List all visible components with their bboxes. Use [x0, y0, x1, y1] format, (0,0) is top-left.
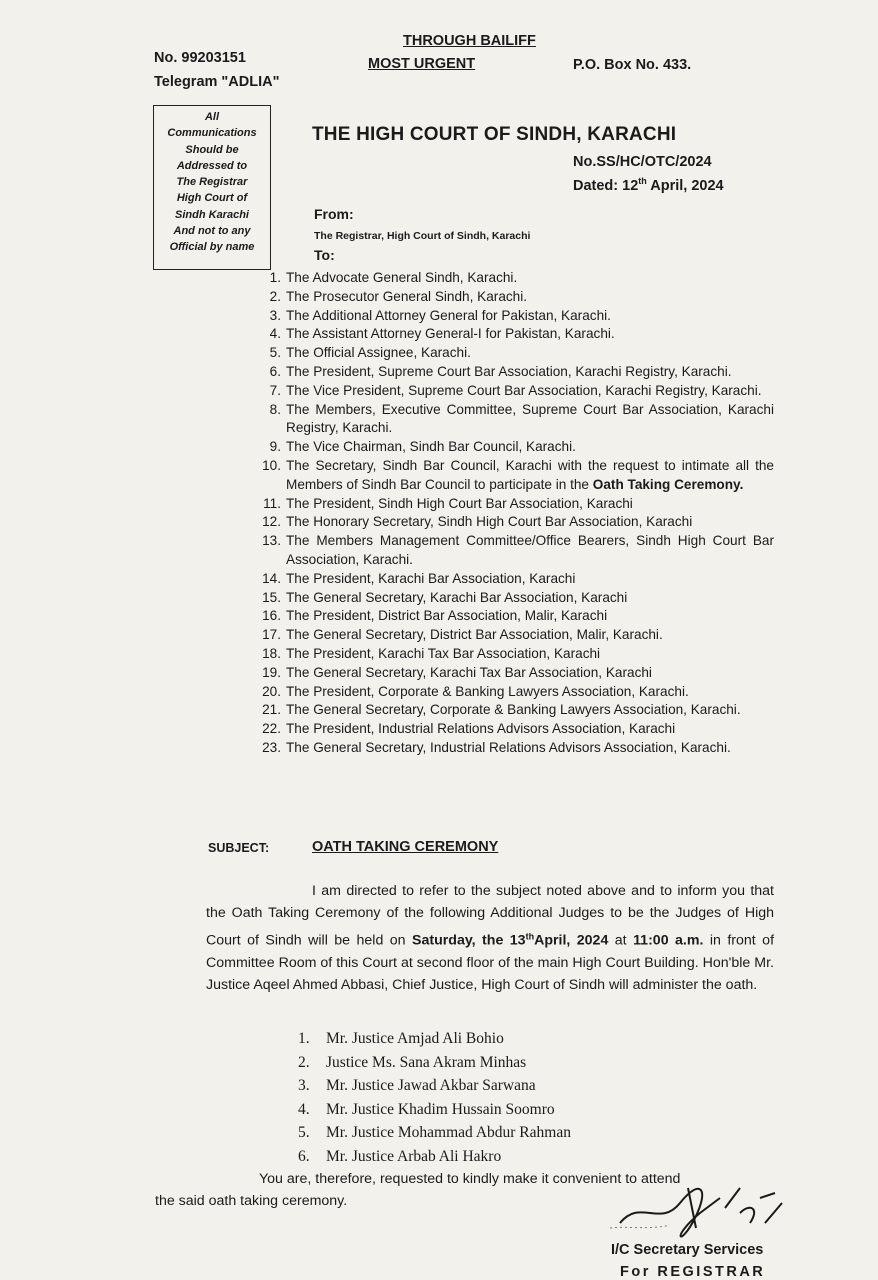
- communications-notice-box: [153, 105, 271, 270]
- list-item: 20. The President, Corporate & Banking Lawyers Association, Karachi.: [262, 683, 689, 699]
- signatory-title: I/C Secretary Services: [611, 1242, 764, 1258]
- list-item: 2. The Prosecutor General Sindh, Karachi.: [269, 288, 528, 304]
- urgency-label: MOST URGENT: [368, 56, 476, 72]
- list-item: 6. The President, Supreme Court Bar Association, Karachi Registry, Karachi.: [269, 363, 732, 379]
- subject-text: OATH TAKING CEREMONY: [312, 839, 499, 855]
- delivery-mode: THROUGH BAILIFF: [403, 33, 536, 49]
- list-item: 10. The Secretary, Sindh Bar Council, Karachi with the request to intimate all the Members of Sindh Bar Council to participate in the Oath Taking Ceremony.: [262, 457, 774, 492]
- po-box: P.O. Box No. 433.: [573, 57, 692, 73]
- sender: The Registrar, High Court of Sindh, Karachi: [314, 230, 531, 242]
- list-item: 4. Mr. Justice Khadim Hussain Soomro: [298, 1100, 555, 1118]
- notice-line: Should be: [185, 143, 239, 156]
- to-label: To:: [314, 247, 335, 263]
- list-item: 6. Mr. Justice Arbab Ali Hakro: [298, 1147, 502, 1165]
- phone-number: No. 99203151: [154, 50, 246, 66]
- from-label: From:: [314, 206, 354, 222]
- notice-line: And not to any: [173, 225, 251, 238]
- judges-list: [298, 1027, 571, 1169]
- notice-line: Communications: [167, 127, 257, 140]
- list-item: 9. The Vice Chairman, Sindh Bar Council, Karachi.: [269, 439, 576, 455]
- closing-paragraph: You are, therefore, requested to kindly make it convenient to attend the said oath taking ceremony.: [155, 1171, 681, 1209]
- list-item: 3. The Additional Attorney General for Pakistan, Karachi.: [269, 307, 611, 323]
- list-item: 5. Mr. Justice Mohammad Abdur Rahman: [298, 1124, 571, 1142]
- list-item: 23. The General Secretary, Industrial Relations Advisors Association, Karachi.: [262, 739, 731, 755]
- letter-date: Dated: 12th April, 2024: [573, 176, 724, 194]
- list-item: 4. The Assistant Attorney General-I for Pakistan, Karachi.: [269, 326, 615, 342]
- body-paragraph: I am directed to refer to the subject noted above and to inform you that the Oath Taking Ceremony of the following Additional Judges to be the Judges of High Court of Sindh will be held on Saturday, the 13thApril, 2024 at 11:00 a.m. in front of Committee Room of this Court at second floor of the main High Court Building. Hon'ble Mr. Justice Aqeel Ahmed Abbasi, Chief Justice, High Court of Sindh will administer the oath.: [206, 883, 775, 994]
- notice-line: Sindh Karachi: [175, 208, 249, 221]
- list-item: 22. The President, Industrial Relations Advisors Association, Karachi: [262, 721, 676, 737]
- list-item: 17. The General Secretary, District Bar Association, Malir, Karachi.: [262, 627, 663, 643]
- list-item: 14. The President, Karachi Bar Association, Karachi: [262, 570, 576, 586]
- notice-line: High Court of: [176, 192, 248, 205]
- list-item: 12. The Honorary Secretary, Sindh High Court Bar Association, Karachi: [262, 514, 693, 530]
- list-item: 1. Mr. Justice Amjad Ali Bohio: [298, 1030, 504, 1047]
- notice-line: Official by name: [169, 241, 255, 254]
- list-item: 15. The General Secretary, Karachi Bar Association, Karachi: [262, 589, 628, 605]
- notice-line: All: [204, 111, 220, 123]
- list-item: 16. The President, District Bar Association, Malir, Karachi: [262, 608, 608, 624]
- list-item: 2. Justice Ms. Sana Akram Minhas: [298, 1053, 527, 1071]
- list-item: 11. The President, Sindh High Court Bar Association, Karachi: [263, 495, 633, 511]
- recipients-list: [254, 269, 774, 758]
- subject-label: SUBJECT:: [208, 841, 270, 855]
- list-item: 13. The Members Management Committee/Office Bearers, Sindh High Court Bar Association, Karachi.: [262, 533, 774, 567]
- list-item: 7. The Vice President, Supreme Court Bar Association, Karachi Registry, Karachi.: [269, 382, 762, 398]
- list-item: 1. The Advocate General Sindh, Karachi.: [269, 270, 518, 285]
- notice-line: The Registrar: [176, 176, 248, 189]
- court-title: THE HIGH COURT OF SINDH, KARACHI: [312, 124, 677, 145]
- signature-mark: [600, 1168, 790, 1248]
- list-item: 18. The President, Karachi Tax Bar Association, Karachi: [262, 645, 601, 661]
- notice-line: Addressed to: [176, 159, 248, 172]
- list-item: 19. The General Secretary, Karachi Tax Bar Association, Karachi: [262, 664, 652, 680]
- list-item: 3. Mr. Justice Jawad Akbar Sarwana: [298, 1077, 536, 1095]
- reference-number: No.SS/HC/OTC/2024: [573, 154, 712, 170]
- list-item: 21. The General Secretary, Corporate & Banking Lawyers Association, Karachi.: [262, 702, 741, 718]
- signatory-for: For REGISTRAR: [620, 1264, 766, 1280]
- list-item: 5. The Official Assignee, Karachi.: [269, 345, 471, 361]
- telegram-address: Telegram "ADLIA": [154, 74, 280, 90]
- list-item: 8. The Members, Executive Committee, Supreme Court Bar Association, Karachi Registry, Karachi.: [269, 401, 774, 436]
